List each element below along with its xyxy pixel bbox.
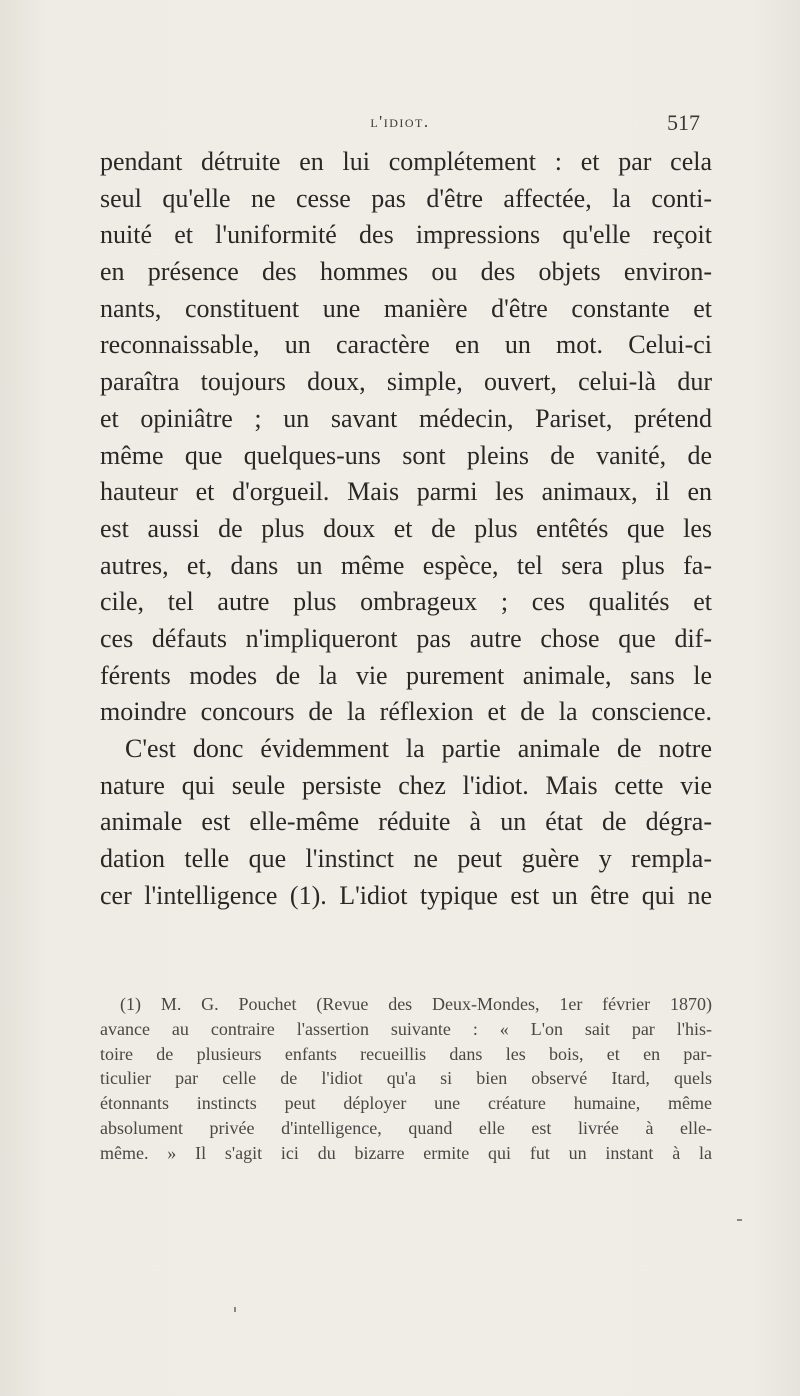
body-line: pendant détruite en lui complétement : et par cela — [100, 147, 712, 176]
body-line: seul qu'elle ne cesse pas d'être affectée, la conti- — [100, 183, 712, 213]
body-line: même que quelques-uns sont pleins de vanité, de — [100, 440, 712, 470]
body-line: C'est donc évidemment la partie animale de notre — [125, 734, 712, 763]
body-line: autres, et, dans un même espèce, tel sera plus fa- — [100, 550, 712, 580]
body-line: animale est elle-même réduite à un état de dégra- — [100, 807, 712, 837]
body-line: reconnaissable, un caractère en un mot. Celui-ci — [100, 330, 712, 360]
body-line: en présence des hommes ou des objets environ- — [100, 257, 712, 287]
body-line: paraîtra toujours doux, simple, ouvert, celui-là dur — [100, 367, 712, 397]
body-line: et opiniâtre ; un savant médecin, Pariset, prétend — [100, 403, 712, 433]
body-line: nants, constituent une manière d'être constante et — [100, 293, 712, 323]
body-line: cile, tel autre plus ombrageux ; ces qualités et — [100, 587, 712, 617]
body-line: hauteur et d'orgueil. Mais parmi les animaux, il en — [100, 477, 712, 507]
footnote — [100, 992, 712, 1166]
body-line: nature qui seule persiste chez l'idiot. Mais cette vie — [100, 770, 712, 800]
body-line: nuité et l'uniformité des impressions qu'elle reçoit — [100, 220, 712, 250]
footnote-line: (1) M. G. Pouchet (Revue des Deux-Mondes, 1er février 1870) — [120, 994, 712, 1014]
body-line: dation telle que l'instinct ne peut guère y rempla- — [100, 844, 712, 874]
footnote-line: ticulier par celle de l'idiot qu'a si bien observé Itard, quels — [100, 1068, 712, 1089]
page-number: 517 — [667, 110, 700, 135]
body-line: moindre concours de la réflexion et de la conscience. — [100, 697, 712, 727]
body-line: est aussi de plus doux et de plus entêtés que les — [100, 513, 712, 543]
footnote-line: étonnants instincts peut déployer une créature humaine, même — [100, 1093, 712, 1114]
body-line: cer l'intelligence (1). L'idiot typique est un être qui ne — [100, 880, 712, 910]
footnote-line: absolument privée d'intelligence, quand elle est livrée à elle- — [100, 1117, 712, 1138]
page-header — [100, 112, 700, 140]
footnote-line: avance au contraire l'assertion suivante : « L'on sait par l'his- — [100, 1018, 712, 1039]
body-line: férents modes de la vie purement animale, sans le — [100, 660, 712, 690]
print-speck — [737, 1219, 742, 1221]
footnote-line: toire de plusieurs enfants recueillis dans les bois, et en par- — [100, 1043, 712, 1064]
print-speck — [234, 1307, 236, 1312]
body-text — [100, 144, 712, 914]
footnote-line: même. » Il s'agit ici du bizarre ermite qui fut un instant à la — [100, 1142, 712, 1163]
running-head: l'idiot. — [370, 112, 430, 131]
body-line: ces défauts n'impliqueront pas autre chose que dif- — [100, 623, 712, 653]
